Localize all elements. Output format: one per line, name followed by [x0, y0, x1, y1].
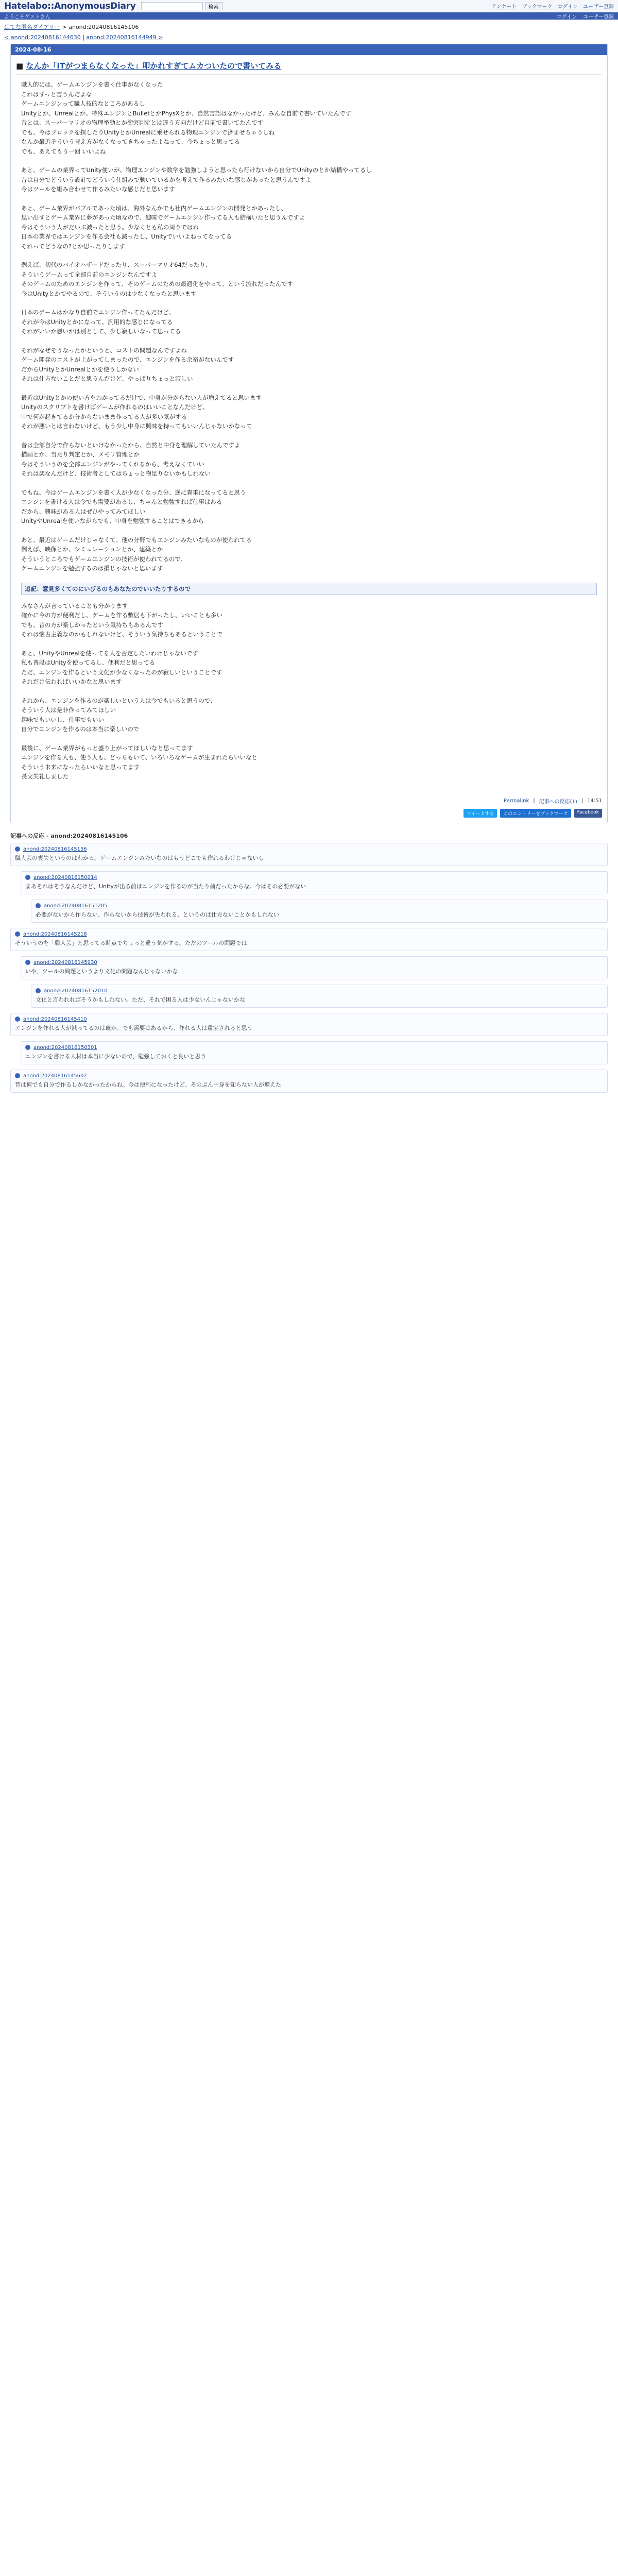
trackback-item [21, 956, 608, 979]
trackback-id-link[interactable]: anond:20240816150301 [33, 1044, 97, 1050]
trackback-text: 文化と言われればそうかもしれない。ただ、それで困る人は少ないんじゃないかな [36, 996, 245, 1003]
user-dot-icon [25, 960, 30, 965]
paragraph: 最近はUnityとかの使い方をわかってるだけで、中身が分からない人が増えてると思います Unityのスクリプトを書けばゲームが作れるのはいいことなんだけど、 中で何が起きてるか分からないまま作ってる人が多い気がする それが悪いとは言わないけど、もう少し中身に興味を持ってもいいんじゃないかなって [21, 394, 262, 430]
paragraph: 昔は全部自分で作らないといけなかったから、自然と中身を理解していたんですよ 描画とか、当たり判定とか、メモリ管理とか 今はそういうのを全部エンジンがやってくれるから、考えなくていい それは楽なんだけど、技術者としてはちょっと物足りないかもしれない [21, 441, 241, 477]
breadcrumb-sep: > [60, 24, 69, 30]
paragraph: 日本のゲームはかなり自前でエンジン作ってたんだけど、 それが今はUnityとかになって、汎用的な感じになってる それがいいか悪いかは別として、少し寂しいなって思ってる [21, 309, 181, 335]
user-dot-icon [15, 1073, 20, 1078]
trackback-id-link[interactable]: anond:20240816145218 [23, 931, 87, 937]
entry-title-link[interactable]: なんか「ITがつまらなくなった」叩かれすぎてムカついたので書いてみる [26, 61, 282, 71]
trackback-item [10, 1070, 608, 1093]
entry-body [11, 75, 607, 795]
entry-title [16, 60, 602, 75]
user-dot-icon [15, 1016, 20, 1022]
paragraph: 職人的には、ゲームエンジンを書く仕事がなくなった これはずっと言うんだよな ゲームエンジンって職人技的なところがあるし Unityとか、Unrealとか、特殊エンジンとBulletとかPhysXとか、自然言語はなかったけど、みんな自前で書いていたんです 昔とは、スーパーマリオの物理挙動とか衝突判定とは違う方向だけど自前で書いてたんです でも、今はブロックを探したりUnityとかUnrealに乗せられる物理エンジンで済ませちゃうしね なんか最近そういう考え方がなくなってきちゃったよねって、今ちょっと思ってる でも、あえてもう一回 いいよね [21, 81, 352, 155]
breadcrumb-root[interactable]: はてな匿名ダイアリー [4, 24, 61, 30]
paragraph: あと、最近はゲームだけじゃなくて、他の分野でもエンジンみたいなものが使われてる 例えば、映像とか、シミュレーションとか、建築とか そういうところでもゲームエンジンの技術が使われてるので、 ゲームエンジンを勉強するのは損じゃないと思います [21, 536, 252, 572]
paragraph: あと、ゲーム業界がバブルであった頃は、海外なんかでも社内ゲームエンジンの開発とかあったし、 思い出すとゲーム業界に夢があった頃なので、趣味でゲームエンジン作ってる人も結構いたと思うんですよ 今はそういう人がだいぶ減ったと思う。少なくとも私の周りではね 日本の業界ではエンジンを作る会社も減ったし、Unityでいいよねってなってる それってどうなの?とか思ったりします [21, 204, 305, 250]
sub-bar [0, 12, 618, 20]
trackback-item [10, 1013, 608, 1036]
trackback-text: いや、ツールの問題というより文化の問題なんじゃないかな [25, 968, 178, 975]
trackback-text: エンジンを作れる人が減ってるのは確か。でも需要はあるから、作れる人は重宝されると思う [15, 1024, 253, 1031]
trackback-list [10, 843, 608, 1093]
trackback-id-link[interactable]: anond:20240816151205 [44, 903, 108, 909]
trackback-item [21, 871, 608, 894]
welcome-text: ようこそゲストさん [4, 14, 50, 20]
breadcrumb-current: anond:20240816145106 [68, 24, 139, 30]
entry-title-tag: ■ [16, 61, 24, 71]
next-entry-link[interactable]: anond:20240816144949 > [86, 34, 163, 41]
paragraph: でもね、今はゲームエンジンを書く人が少なくなった分、逆に貴重になってると思う エンジンを書ける人は今でも需要があるし、ちゃんと勉強すれば仕事はある だから、興味がある人はぜひやってみてほしい UnityやUnrealを使いながらでも、中身を勉強することはできるから [21, 488, 246, 524]
search-input[interactable] [141, 2, 203, 10]
share-bar [11, 809, 607, 823]
hatena-bookmark-button[interactable]: このエントリーをブックマーク [500, 809, 571, 818]
entry-nav-sep: | [80, 34, 87, 41]
paragraph: あと、UnityやUnrealを使ってる人を否定したいわけじゃないです 私も普段はUnityを使ってるし、便利だと思ってる ただ、エンジンを作るという文化が少なくなったのが寂しいということです それだけ伝わればいいかなと思います [21, 649, 222, 685]
trackback-item [31, 900, 608, 923]
entry-footer: Permalink | 記事への反応(1) | 14:51 [503, 798, 602, 805]
trackback-item [10, 928, 608, 951]
paragraph: それがなぜそうなったかというと、コストの問題なんですよね ゲーム開発のコストが上がってしまったので、エンジンを作る余裕がないんです だからUnityとかUnrealとかを使うしかない それは仕方ないことだと思うんだけど、やっぱりちょっと寂しい [21, 346, 234, 382]
toplink-bookmark[interactable]: ブックマーク [522, 4, 553, 10]
trackback-text: エンジンを書ける人材は本当に少ないので、勉強しておくと良いと思う [25, 1053, 207, 1060]
tweet-button[interactable]: ツイートする [464, 809, 497, 818]
trackback-text: 必要がないから作らない、作らないから技術が失われる、というのは仕方ないことかもしれない [36, 911, 279, 918]
toplink-register[interactable]: ユーザー登録 [583, 4, 614, 10]
prev-entry-link[interactable]: < anond:20240816144630 [4, 34, 81, 41]
paragraph: 例えば、初代のバイオハザードだったり、スーパーマリオ64だったり、 そういうゲームって全部自前のエンジンなんですよ そのゲームのためのエンジンを作って、そのゲームのための最適化をやって、という流れだったんです 今はUnityとかでやるので、そういうのは少なくなったと思います [21, 261, 293, 297]
trackback-id-link[interactable]: anond:20240816145602 [23, 1073, 87, 1079]
entry-nav [0, 34, 618, 44]
permalink-link[interactable]: Permalink [503, 798, 529, 804]
trackback-id-link[interactable]: anond:20240816145930 [33, 959, 97, 965]
subbar-register-link[interactable]: ユーザー登録 [583, 14, 614, 20]
top-bar [0, 0, 618, 12]
trackback-item [31, 985, 608, 1008]
user-dot-icon [25, 1045, 30, 1050]
search-button[interactable]: 検索 [205, 2, 222, 10]
breadcrumb [0, 20, 618, 34]
trackback-text: そういうのを「職人芸」と思ってる時点でちょっと違う気がする。ただのツールの問題では [15, 939, 247, 946]
user-dot-icon [36, 903, 41, 908]
facebook-button[interactable]: Facebook [574, 809, 602, 818]
trackback-item [10, 843, 608, 866]
trackback-text: 昔は何でも自分で作るしかなかったからね。今は便利になったけど、そのぶん中身を知らない人が増えた [15, 1081, 281, 1088]
entry-date: 2024-08-16 [11, 44, 607, 55]
trackback-text: 職人芸の喪失というのはわかる。ゲームエンジンみたいなのはもうどこでも作れるわけじゃないし [15, 854, 264, 861]
trackback-text: まあそれはそうなんだけど、Unityが出る前はエンジンを作るのが当たり前だったからな。今はその必要がない [25, 883, 306, 890]
section-title: 追記：意見多くてのにいびるのもあなたのでいいたりするので [21, 583, 597, 595]
paragraph: 最後に、ゲーム業界がもっと盛り上がってほしいなと思ってます エンジンを作る人も、使う人も、どっちもいて、いろいろなゲームが生まれたらいいなと そういう未来になったらいいなと思ってます 長文失礼しました [21, 744, 258, 780]
trackback-id-link[interactable]: anond:20240816150014 [33, 874, 97, 880]
paragraph: あと、ゲームの業界ってUnity使いが、物理エンジンや数学を勉強しようと思ったら行けないから自分でUnityのとか結構やってるし 昔は自分でどういう設計でどういう仕組みで動いているかを考えて作るみたいな感じがあったと思うんですよ 今はツールを組み合わせて作るみたいな感じだと思います [21, 166, 372, 193]
paragraph: それから、エンジンを作るのが楽しいという人は今でもいると思うので、 そういう人は是非作ってみてほしい 趣味でもいいし、仕事でもいい 自分でエンジンを作るのは本当に楽しいので [21, 697, 216, 733]
toplink-survey[interactable]: アンケート [491, 4, 517, 10]
user-dot-icon [36, 988, 41, 993]
user-dot-icon [15, 931, 20, 937]
site-logo[interactable]: Hatelabo::AnonymousDiary [4, 1, 136, 11]
user-dot-icon [25, 875, 30, 880]
trackback-id-link[interactable]: anond:20240816145136 [23, 846, 87, 852]
diary-entry [10, 44, 608, 823]
trackback-heading: 記事への反応 - anond:20240816145106 [10, 832, 128, 839]
trackback-id-link[interactable]: anond:20240816145410 [23, 1016, 87, 1022]
paragraph: みなさんが言っていることも分かります 確かに今の方が便利だし、ゲームを作る敷居も下がったし、いいことも多い でも、昔の方が楽しかったという気持ちもあるんです それは懐古主義なのかもしれないけど、そういう気持ちもあるということで [21, 602, 222, 638]
trackback-id-link[interactable]: anond:20240816152010 [44, 988, 108, 994]
user-dot-icon [15, 846, 20, 852]
subbar-login-link[interactable]: ログイン [556, 14, 577, 20]
trackback-item [21, 1041, 608, 1064]
trackback-link[interactable]: 記事への反応(1) [539, 799, 577, 805]
entry-time: 14:51 [587, 798, 602, 804]
toplink-login[interactable]: ログイン [557, 4, 578, 10]
